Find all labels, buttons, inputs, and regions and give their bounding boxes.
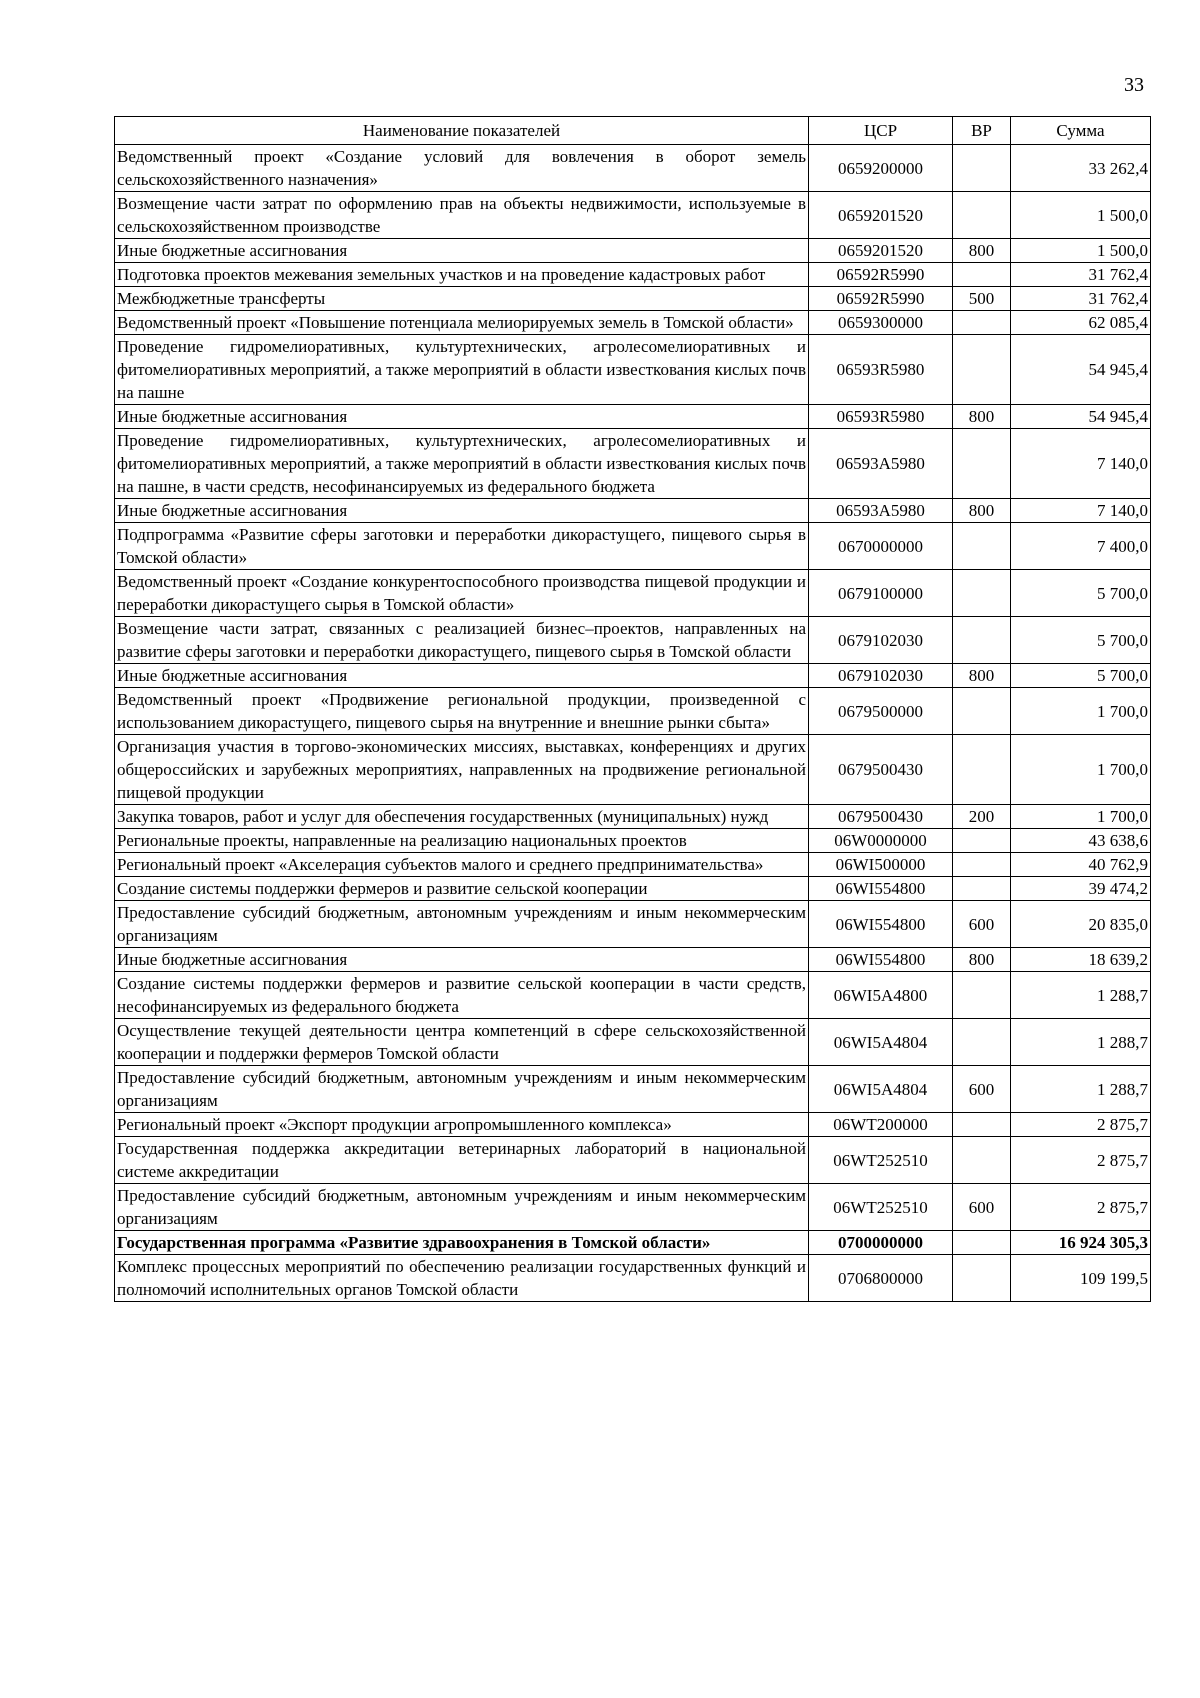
cell-name: Ведомственный проект «Создание конкурентоспособного производства пищевой продукции и переработки дикорастущего сырья в Томской области» bbox=[115, 570, 809, 617]
cell-vr: 500 bbox=[953, 287, 1011, 311]
table-row bbox=[115, 311, 1151, 335]
cell-csr: 0659200000 bbox=[809, 145, 953, 192]
cell-vr: 800 bbox=[953, 948, 1011, 972]
cell-csr: 06WT252510 bbox=[809, 1184, 953, 1231]
cell-csr: 06W0000000 bbox=[809, 829, 953, 853]
cell-sum: 31 762,4 bbox=[1011, 263, 1151, 287]
cell-sum: 2 875,7 bbox=[1011, 1184, 1151, 1231]
budget-table bbox=[114, 116, 1151, 1302]
table-row bbox=[115, 877, 1151, 901]
table-row bbox=[115, 263, 1151, 287]
cell-vr: 800 bbox=[953, 664, 1011, 688]
cell-csr: 0706800000 bbox=[809, 1255, 953, 1302]
cell-vr bbox=[953, 429, 1011, 499]
cell-name: Предоставление субсидий бюджетным, автономным учреждениям и иным некоммерческим организациям bbox=[115, 1066, 809, 1113]
cell-name: Проведение гидромелиоративных, культуртехнических, агролесомелиоративных и фитомелиоративных мероприятий, а также мероприятий в области известкования кислых почв на пашне, в части средств, несофинансируемых из федерального бюджета bbox=[115, 429, 809, 499]
cell-name: Региональный проект «Экспорт продукции агропромышленного комплекса» bbox=[115, 1113, 809, 1137]
cell-sum: 1 500,0 bbox=[1011, 239, 1151, 263]
cell-sum: 2 875,7 bbox=[1011, 1137, 1151, 1184]
cell-name: Иные бюджетные ассигнования bbox=[115, 239, 809, 263]
cell-name: Государственная поддержка аккредитации ветеринарных лабораторий в национальной системе аккредитации bbox=[115, 1137, 809, 1184]
table-row bbox=[115, 735, 1151, 805]
cell-vr bbox=[953, 335, 1011, 405]
header-name: Наименование показателей bbox=[115, 117, 809, 145]
cell-vr bbox=[953, 1113, 1011, 1137]
cell-sum: 109 199,5 bbox=[1011, 1255, 1151, 1302]
table-row bbox=[115, 1113, 1151, 1137]
cell-vr: 600 bbox=[953, 1066, 1011, 1113]
table-row bbox=[115, 829, 1151, 853]
table-row bbox=[115, 1184, 1151, 1231]
cell-vr bbox=[953, 617, 1011, 664]
cell-sum: 1 700,0 bbox=[1011, 805, 1151, 829]
cell-sum: 16 924 305,3 bbox=[1011, 1231, 1151, 1255]
cell-name: Предоставление субсидий бюджетным, автономным учреждениям и иным некоммерческим организациям bbox=[115, 901, 809, 948]
cell-sum: 54 945,4 bbox=[1011, 335, 1151, 405]
cell-sum: 33 262,4 bbox=[1011, 145, 1151, 192]
table-row bbox=[115, 570, 1151, 617]
table-row bbox=[115, 1255, 1151, 1302]
table-row bbox=[115, 688, 1151, 735]
cell-vr bbox=[953, 877, 1011, 901]
table-row bbox=[115, 972, 1151, 1019]
cell-name: Создание системы поддержки фермеров и развитие сельской кооперации bbox=[115, 877, 809, 901]
cell-name: Иные бюджетные ассигнования bbox=[115, 664, 809, 688]
cell-csr: 0679500430 bbox=[809, 735, 953, 805]
cell-sum: 7 140,0 bbox=[1011, 429, 1151, 499]
table-row bbox=[115, 1066, 1151, 1113]
table-header-row bbox=[115, 117, 1151, 145]
cell-name: Возмещение части затрат, связанных с реализацией бизнес–проектов, направленных на развитие сферы заготовки и переработки дикорастущего, пищевого сырья в Томской области bbox=[115, 617, 809, 664]
cell-vr bbox=[953, 1255, 1011, 1302]
cell-vr bbox=[953, 145, 1011, 192]
cell-name: Ведомственный проект «Создание условий для вовлечения в оборот земель сельскохозяйственного назначения» bbox=[115, 145, 809, 192]
cell-csr: 06593R5980 bbox=[809, 335, 953, 405]
table-row bbox=[115, 1231, 1151, 1255]
cell-csr: 0679102030 bbox=[809, 617, 953, 664]
cell-name: Ведомственный проект «Продвижение региональной продукции, произведенной с использованием дикорастущего, пищевого сырья на внутренние и внешние рынки сбыта» bbox=[115, 688, 809, 735]
cell-csr: 0700000000 bbox=[809, 1231, 953, 1255]
table-row bbox=[115, 617, 1151, 664]
table-row bbox=[115, 192, 1151, 239]
cell-csr: 0679102030 bbox=[809, 664, 953, 688]
cell-csr: 06WI554800 bbox=[809, 948, 953, 972]
cell-sum: 1 500,0 bbox=[1011, 192, 1151, 239]
cell-vr bbox=[953, 1137, 1011, 1184]
cell-sum: 1 700,0 bbox=[1011, 735, 1151, 805]
table-row bbox=[115, 1137, 1151, 1184]
cell-csr: 06WI5А4804 bbox=[809, 1066, 953, 1113]
cell-vr bbox=[953, 1231, 1011, 1255]
cell-vr: 800 bbox=[953, 405, 1011, 429]
cell-vr: 800 bbox=[953, 239, 1011, 263]
cell-vr bbox=[953, 1019, 1011, 1066]
cell-name: Возмещение части затрат по оформлению прав на объекты недвижимости, используемые в сельскохозяйственном производстве bbox=[115, 192, 809, 239]
cell-csr: 0659201520 bbox=[809, 192, 953, 239]
cell-sum: 5 700,0 bbox=[1011, 664, 1151, 688]
table-row bbox=[115, 948, 1151, 972]
table-row bbox=[115, 239, 1151, 263]
cell-name: Закупка товаров, работ и услуг для обеспечения государственных (муниципальных) нужд bbox=[115, 805, 809, 829]
cell-vr bbox=[953, 523, 1011, 570]
cell-csr: 0670000000 bbox=[809, 523, 953, 570]
cell-vr bbox=[953, 688, 1011, 735]
cell-csr: 06WT200000 bbox=[809, 1113, 953, 1137]
cell-csr: 06WI5А4804 bbox=[809, 1019, 953, 1066]
cell-csr: 0679500000 bbox=[809, 688, 953, 735]
cell-csr: 0679500430 bbox=[809, 805, 953, 829]
cell-sum: 1 288,7 bbox=[1011, 972, 1151, 1019]
cell-csr: 06WI554800 bbox=[809, 877, 953, 901]
table-row bbox=[115, 523, 1151, 570]
table-row bbox=[115, 145, 1151, 192]
cell-sum: 2 875,7 bbox=[1011, 1113, 1151, 1137]
cell-vr bbox=[953, 263, 1011, 287]
cell-csr: 06593R5980 bbox=[809, 405, 953, 429]
cell-name: Подпрограмма «Развитие сферы заготовки и переработки дикорастущего, пищевого сырья в Томской области» bbox=[115, 523, 809, 570]
cell-name: Подготовка проектов межевания земельных участков и на проведение кадастровых работ bbox=[115, 263, 809, 287]
cell-vr bbox=[953, 192, 1011, 239]
cell-sum: 43 638,6 bbox=[1011, 829, 1151, 853]
cell-sum: 31 762,4 bbox=[1011, 287, 1151, 311]
cell-vr bbox=[953, 972, 1011, 1019]
table-row bbox=[115, 287, 1151, 311]
cell-vr bbox=[953, 311, 1011, 335]
cell-csr: 06592R5990 bbox=[809, 263, 953, 287]
cell-vr bbox=[953, 829, 1011, 853]
cell-name: Организация участия в торгово-экономических миссиях, выставках, конференциях и других общероссийских и зарубежных мероприятиях, направленных на продвижение региональной пищевой продукции bbox=[115, 735, 809, 805]
table-row bbox=[115, 499, 1151, 523]
cell-csr: 06WI5А4800 bbox=[809, 972, 953, 1019]
cell-sum: 1 288,7 bbox=[1011, 1019, 1151, 1066]
cell-name: Создание системы поддержки фермеров и развитие сельской кооперации в части средств, несофинансируемых из федерального бюджета bbox=[115, 972, 809, 1019]
cell-csr: 0679100000 bbox=[809, 570, 953, 617]
cell-sum: 7 400,0 bbox=[1011, 523, 1151, 570]
cell-csr: 06WT252510 bbox=[809, 1137, 953, 1184]
cell-sum: 54 945,4 bbox=[1011, 405, 1151, 429]
cell-name: Ведомственный проект «Повышение потенциала мелиорируемых земель в Томской области» bbox=[115, 311, 809, 335]
cell-csr: 06WI500000 bbox=[809, 853, 953, 877]
cell-name: Предоставление субсидий бюджетным, автономным учреждениям и иным некоммерческим организациям bbox=[115, 1184, 809, 1231]
cell-csr: 06592R5990 bbox=[809, 287, 953, 311]
cell-sum: 1 700,0 bbox=[1011, 688, 1151, 735]
table-row bbox=[115, 901, 1151, 948]
cell-name: Осуществление текущей деятельности центра компетенций в сфере сельскохозяйственной кооперации и поддержки фермеров Томской области bbox=[115, 1019, 809, 1066]
header-sum: Сумма bbox=[1011, 117, 1151, 145]
cell-vr bbox=[953, 735, 1011, 805]
table-body bbox=[115, 145, 1151, 1302]
cell-sum: 62 085,4 bbox=[1011, 311, 1151, 335]
cell-sum: 5 700,0 bbox=[1011, 570, 1151, 617]
table-row bbox=[115, 805, 1151, 829]
cell-csr: 06593А5980 bbox=[809, 499, 953, 523]
cell-name: Межбюджетные трансферты bbox=[115, 287, 809, 311]
table-row bbox=[115, 405, 1151, 429]
cell-name: Иные бюджетные ассигнования bbox=[115, 499, 809, 523]
header-vr: ВР bbox=[953, 117, 1011, 145]
cell-vr bbox=[953, 570, 1011, 617]
table-row bbox=[115, 335, 1151, 405]
cell-vr: 600 bbox=[953, 901, 1011, 948]
cell-sum: 7 140,0 bbox=[1011, 499, 1151, 523]
table-row bbox=[115, 429, 1151, 499]
table-row bbox=[115, 1019, 1151, 1066]
cell-csr: 0659201520 bbox=[809, 239, 953, 263]
page-number: 33 bbox=[1124, 74, 1144, 96]
cell-sum: 40 762,9 bbox=[1011, 853, 1151, 877]
header-csr: ЦСР bbox=[809, 117, 953, 145]
cell-name: Иные бюджетные ассигнования bbox=[115, 948, 809, 972]
cell-csr: 06WI554800 bbox=[809, 901, 953, 948]
cell-name: Иные бюджетные ассигнования bbox=[115, 405, 809, 429]
cell-sum: 18 639,2 bbox=[1011, 948, 1151, 972]
cell-csr: 06593А5980 bbox=[809, 429, 953, 499]
cell-name: Региональный проект «Акселерация субъектов малого и среднего предпринимательства» bbox=[115, 853, 809, 877]
cell-vr: 600 bbox=[953, 1184, 1011, 1231]
cell-sum: 39 474,2 bbox=[1011, 877, 1151, 901]
cell-sum: 1 288,7 bbox=[1011, 1066, 1151, 1113]
cell-vr: 800 bbox=[953, 499, 1011, 523]
cell-name: Проведение гидромелиоративных, культуртехнических, агролесомелиоративных и фитомелиоративных мероприятий, а также мероприятий в области известкования кислых почв на пашне bbox=[115, 335, 809, 405]
cell-name: Региональные проекты, направленные на реализацию национальных проектов bbox=[115, 829, 809, 853]
cell-vr: 200 bbox=[953, 805, 1011, 829]
cell-sum: 5 700,0 bbox=[1011, 617, 1151, 664]
cell-name: Государственная программа «Развитие здравоохранения в Томской области» bbox=[115, 1231, 809, 1255]
cell-name: Комплекс процессных мероприятий по обеспечению реализации государственных функций и полномочий исполнительных органов Томской области bbox=[115, 1255, 809, 1302]
cell-vr bbox=[953, 853, 1011, 877]
table-row bbox=[115, 853, 1151, 877]
cell-csr: 0659300000 bbox=[809, 311, 953, 335]
table-row bbox=[115, 664, 1151, 688]
cell-sum: 20 835,0 bbox=[1011, 901, 1151, 948]
